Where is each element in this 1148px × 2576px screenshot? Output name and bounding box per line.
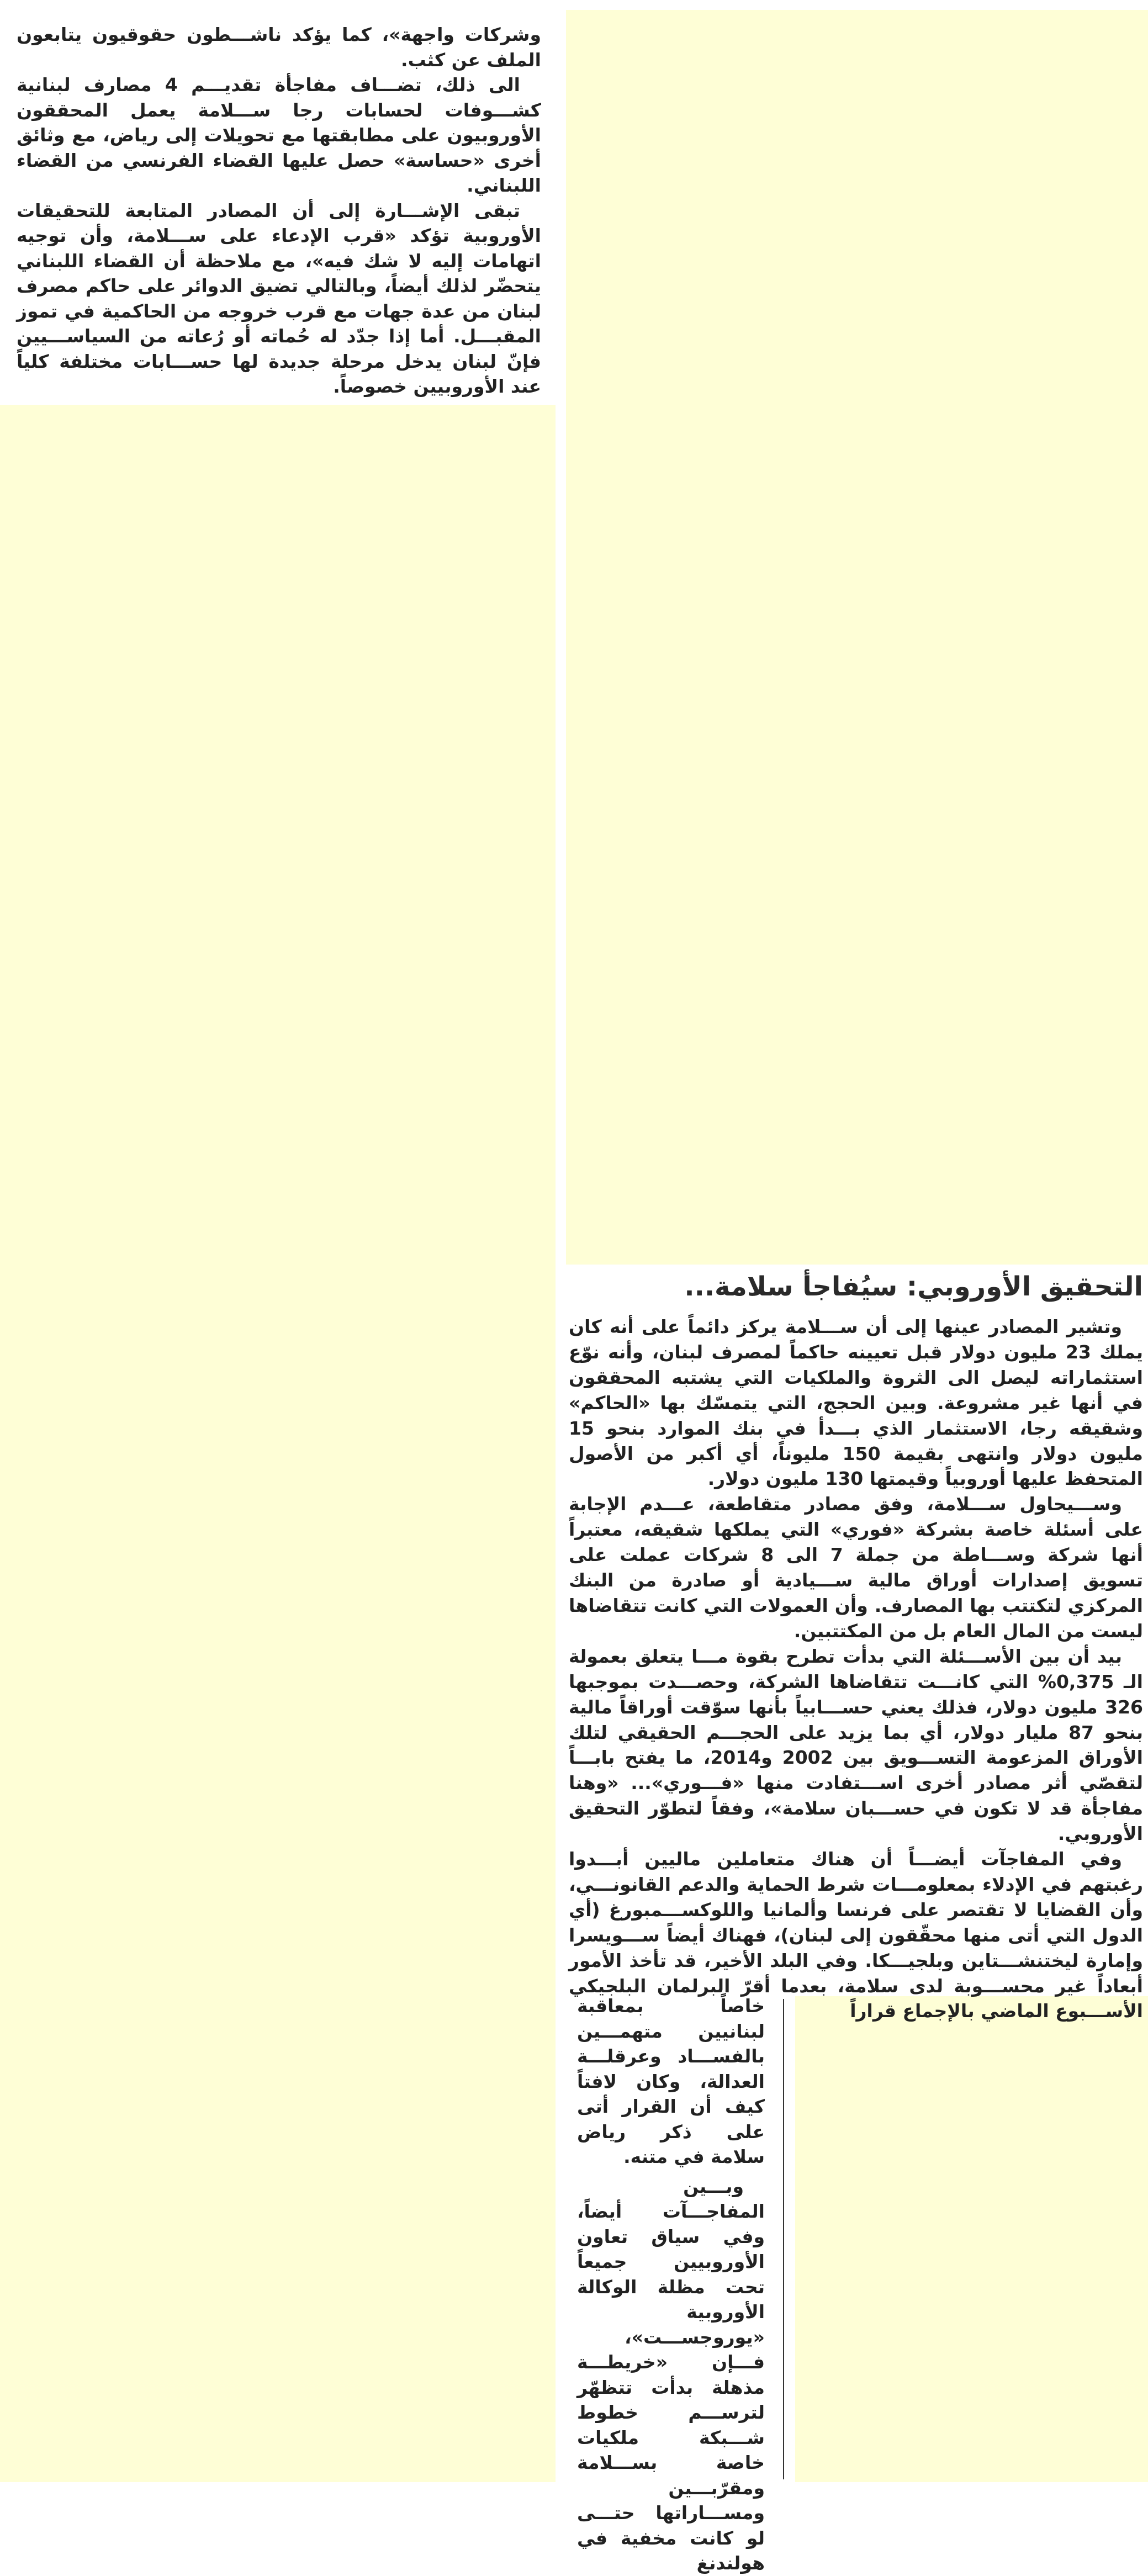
- paragraph: الى ذلك، تضـــاف مفاجأة تقديـــم 4 مصارف لبنانية كشـــوفات لحسابات رجا ســـلامة يعمل المحققون الأوروبيون على مطابقتها مع تحويلات إلى رياض، مع وثائق أخرى «حساسة» حصل عليها القضاء الفرنسي من القضاء اللبناني.: [17, 74, 541, 196]
- paragraph: وفي المفاجآت أيضـــاً أن هناك متعاملين ماليين أبـــدوا رغبتهم في الإدلاء بمعلومـــات شرط الحماية والدعم القانونـــي، وأن القضايا لا تقتصر على فرنسا وألمانيا واللوكســـمبورغ (أي الدول التي أتى منها محقّقون إلى لبنان)، فهناك أيضاً ســـويسرا وإمارة ليختنشـــتاين وبلجيـــكا. وفي البلد الأخير، قد تأخذ الأمور أبعاداً غير محســـوبة لدى سلامة، بعدما أقرّ البرلمان البلجيكي الأســـبوع الماضي بالإجماع قراراً: [569, 1848, 1143, 2022]
- article-body-column: [569, 1314, 1143, 2024]
- ad-panel-bottom-right: [795, 1996, 1148, 2482]
- ad-panel-bottom-left: [0, 405, 556, 2482]
- paragraph: وبـــين المفاجـــآت أيضاً، وفي سياق تعاون الأوروبيين جميعاً تحت مظلة الوكالة الأوروبية «يوروجســـت»، فـــإن «خريطـــة مذهلة بدأت تتظهّر لترســـم خطوط شـــبكة ملكيات خاصة بســـلامة ومقرّبـــين ومســـاراتها حتـــى لو كانت مخفية في هولندنغ: [577, 2175, 765, 2574]
- column-divider: [783, 1999, 784, 2479]
- article-continuation-column: [17, 22, 541, 399]
- ad-panel-top-right: [566, 10, 1148, 1265]
- paragraph: وتشير المصادر عينها إلى أن ســـلامة يركز دائماً على أنه كان يملك 23 مليون دولار قبل تعيينه حاكماً لمصرف لبنان، وأنه نوّع استثماراته ليصل الى الثروة والملكيات التي يشتبه المحققون في أنها غير مشروعة. وبين الحجج، التي يتمسّك بها «الحاكم» وشقيقه رجا، الاستثمار الذي بـــدأ في بنك الموارد بنحو 15 مليون دولار وانتهى بقيمة 150 مليوناً، أي أكبر من الأصول المتحفظ عليها أوروبياً وقيمتها 130 مليون دولار.: [569, 1316, 1144, 1490]
- article-headline: التحقيق الأوروبي: سيُفاجأ سلامة...: [684, 1271, 1143, 1302]
- paragraph: وســـيحاول ســـلامة، وفق مصادر متقاطعة، عـــدم الإجابة على أسئلة خاصة بشركة «فوري» التي يملكها شقيقه، معتبراً أنها شركة وســـاطة من جملة 7 الى 8 شركات عملت على تسويق إصدارات أوراق مالية ســـيادية أو صادرة من البنك المركزي لتكتتب بها المصارف. وأن العمولات التي كانت تتقاضاها ليست من المال العام بل من المكتتبين.: [569, 1493, 1143, 1642]
- paragraph: بيد أن بين الأســـئلة التي بدأت تطرح بقوة مـــا يتعلق بعمولة الـ 0,375% التي كانـــت تتقاضاها الشركة، وحصـــدت بموجبها 326 مليون دولار، فذلك يعني حســـابياً بأنها سوّقت أوراقاً مالية بنحو 87 مليار دولار، أي بما يزيد على الحجـــم الحقيقي لتلك الأوراق المزعومة التســـويق بين 2002 و2014، ما يفتح بابـــاً لتقصّي أثر مصادر أخرى اســـتفادت منها «فـــوري»... «وهنا مفاجأة قد لا تكون في حســـبان سلامة»، وفقاً لتطوّر التحقيق الأوروبي.: [569, 1645, 1143, 1845]
- paragraph: تبقى الإشـــارة إلى أن المصادر المتابعة للتحقيقات الأوروبية تؤكد «قرب الإدعاء على ســـلامة، وأن توجيه اتهامات إليه لا شك فيه»، مع ملاحظة أن القضاء اللبناني يتحضّر لذلك أيضاً، وبالتالي تضيق الدوائر على حاكم مصرف لبنان من عدة جهات مع قرب خروجه من الحاكمية في تموز المقبـــل. أما إذا جدّد له حُماته أو رُعاته من السياســـيين فإنّ لبنان يدخل مرحلة جديدة لها حســـابات مختلفة كلياً عند الأوروبيين خصوصاً.: [17, 199, 541, 397]
- paragraph: وشركات واجهة»، كما يؤكد ناشـــطون حقوقيون يتابعون الملف عن كثب.: [17, 24, 541, 71]
- article-narrow-column: [577, 1993, 765, 2576]
- paragraph: خاصاً بمعاقبة لبنانيين متهمـــين بالفســـاد وعرقلـــة العدالة، وكان لافتاً كيف أن القرار أتى على ذكر رياض سلامة في متنه.: [577, 1995, 765, 2167]
